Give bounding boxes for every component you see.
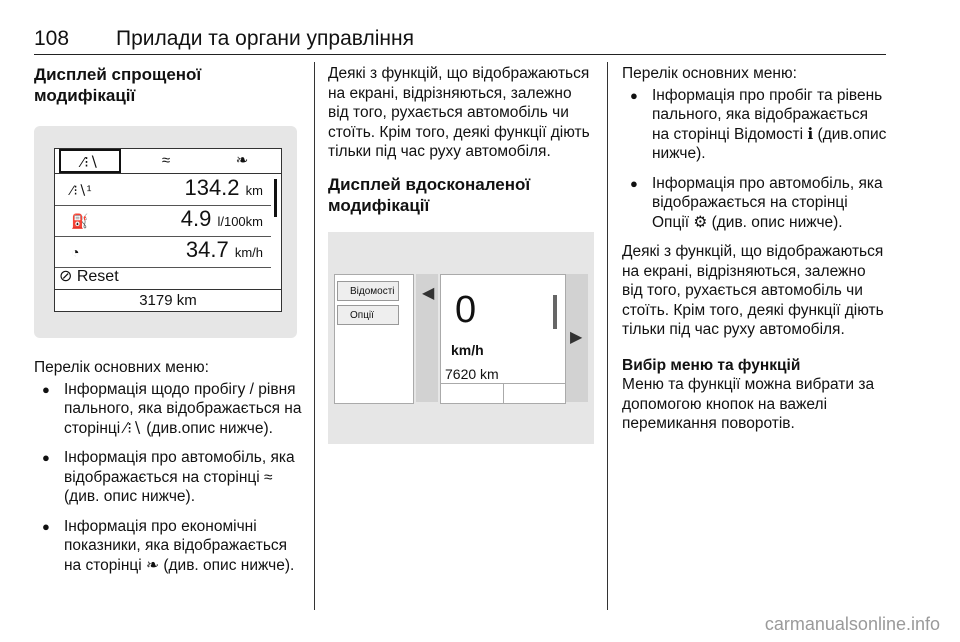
column-divider: [607, 62, 608, 610]
arrow-right-icon: ▶: [570, 328, 583, 346]
column-2: [328, 64, 594, 444]
list-item: ● Інформація про автомобіль, яка відображається на сторінці Опції ⚙ (див. опис нижче).: [622, 174, 888, 233]
menu-item-options: Опції: [337, 305, 399, 325]
advanced-display-figure: [328, 232, 594, 444]
arrow-left-icon: ◀: [422, 284, 435, 302]
column-divider: [314, 62, 315, 610]
trip-value: 134.2: [184, 175, 240, 200]
tab-vehicle: ≈: [161, 152, 171, 169]
menu-panel: [334, 274, 414, 404]
running-title: Прилади та органи управління: [116, 27, 414, 50]
tab-eco: ❧: [235, 152, 249, 169]
speed-value: 0: [455, 288, 477, 331]
odometer: 7620 km: [445, 365, 499, 382]
list-item: ● Інформація про економічні показники, яка відображається на сторінці ❧ (див. опис нижче).: [34, 517, 302, 576]
page-header: [34, 24, 886, 55]
menu-list: [34, 380, 302, 576]
display-panel: [54, 148, 282, 312]
fuel-row: ⛽ 4.9 l/100km: [55, 206, 271, 237]
basic-display-figure: [34, 126, 297, 338]
main-display: [440, 274, 566, 404]
subheading: Вибір меню та функцій: [622, 356, 801, 374]
column-1: [34, 64, 302, 585]
fuel-value: 4.9: [180, 206, 212, 231]
paragraph: Деякі з функцій, що відображаються на екрані, відрізняються, залежно від того, рухається автомобіль чи стоїть. Крім того, деякі функції діють тільки під час руху автомобіля.: [328, 65, 590, 160]
list-item: ● Інформація щодо пробігу / рівня пального, яка відображається на сторінці ⁄⁝∖ (див.опис нижче).: [34, 380, 302, 439]
trip-row: ⁄⁝∖¹ 134.2 km: [55, 175, 271, 206]
watermark: carmanualsonline.info: [764, 614, 940, 634]
list-item: ● Інформація про автомобіль, яка відображається на сторінці ≈ (див. опис нижче).: [34, 448, 302, 507]
list-item: ● Інформація про пробіг та рівень пального, яка відображається на сторінці Відомості ℹ (див.опис нижче).: [622, 86, 888, 164]
menu-item-info: Відомості: [337, 281, 399, 301]
bottom-row-divider: [503, 383, 504, 403]
column-3: [622, 64, 888, 434]
speedometer-icon: ◔: [71, 244, 80, 260]
intro-text: Перелік основних меню:: [34, 359, 209, 376]
page-number: 108: [34, 27, 70, 50]
fuel-pump-icon: ⛽: [71, 213, 89, 229]
trip-icon: ⁄⁝∖¹: [71, 182, 92, 198]
speed-row: ◔ 34.7 km/h: [55, 237, 271, 268]
scrollbar-indicator: [274, 179, 277, 217]
paragraph: Меню та функції можна вибрати за допомогою кнопок на важелі перемикання поворотів.: [622, 376, 875, 432]
section-heading: Дисплей вдосконаленої модифікації: [328, 174, 531, 215]
reset-label: ⊘ Reset: [59, 268, 119, 285]
intro-text: Перелік основних меню:: [622, 65, 797, 82]
odometer: 3179 km: [55, 289, 281, 312]
section-heading: Дисплей спрощеної модифікації: [34, 65, 202, 105]
speed-value: 34.7: [185, 237, 229, 262]
speed-unit: km/h: [451, 341, 484, 358]
menu-list: [622, 86, 888, 233]
tab-trip-fuel: ⁄⁝∖: [59, 149, 121, 173]
paragraph: Деякі з функцій, що відображаються на екрані, відрізняються, залежно від того, рухається автомобіль чи стоїть. Крім того, деякі функції діють тільки під час руху автомобіля.: [622, 243, 884, 338]
scrollbar-indicator: [553, 295, 557, 329]
display-tabs: [55, 149, 281, 174]
